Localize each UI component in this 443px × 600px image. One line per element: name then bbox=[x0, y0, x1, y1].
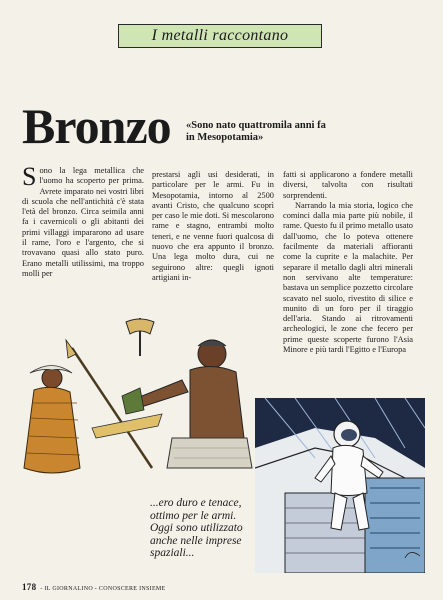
page-number: 178 bbox=[22, 582, 37, 592]
column-2-text: prestarsi agli usi desiderati, in particolare per le armi. Fu in Mesopotamia, intorno al 2500 avanti Cristo, che qualcuno scoprì per caso le mie doti. Si mescolarono rame e stagno, entrambi molto teneri, e ne venne fuori qualcosa di nuovo che era appunto il bronzo. Una lega molto dura, cui ne seguirono altre: quegli ignoti artigiani in- bbox=[152, 170, 274, 282]
text-column-2 bbox=[152, 170, 274, 283]
page-footer bbox=[22, 582, 166, 592]
illustration-caption: ...ero duro e tenace, ottimo per le armi. Oggi sono utilizzato anche nelle imprese spaziali... bbox=[150, 497, 243, 559]
column-3-paragraph-1: fatti si applicarono a fondere metalli diversi, talvolta con risultati sorprendenti. bbox=[283, 170, 413, 200]
bronze-blade bbox=[92, 414, 162, 438]
text-column-3 bbox=[283, 170, 413, 355]
series-header bbox=[118, 24, 322, 48]
article-title: Bronzo bbox=[22, 98, 171, 154]
column-3-paragraph-2: Narrando la mia storia, logico che cominci dalla mia parte più nobile, il rame. Questo fu il primo metallo usato dall'uomo, che lo poteva ottenere facilmente da materiali affioranti come la cuprite e la malachite. Per separare il metallo dagli altri minerali non servivano alte temperature: bastava un semplice pozzetto circolare scavato nel suolo, rivestito di silice e munito di un foro per il tiraggio dell'aria. Stando ai ritrovamenti archeologici, le zone che fecero per prime queste scoperte furono l'Asia Minore e più tardi l'Egitto e l'Europa bbox=[283, 200, 413, 355]
article-subtitle: «Sono nato quattromila anni fa in Mesopotamia» bbox=[186, 120, 326, 143]
drop-cap: S bbox=[22, 162, 37, 191]
bronze-age-warriors-illustration bbox=[22, 318, 257, 480]
column-1-text: ono la lega metallica che l'uomo ha scoperto per prima. Avrete imparato nei vostri libri di scuola che nell'antichità c'è stata l'età del bronzo. Circa seimila anni fa i cavernicoli o gli abitanti dei primi villaggi impararono ad usare il rame, l'oro e l'argento, che si trovavano quasi allo stato puro. Erano metalli utilissimi, ma troppo molli per bbox=[22, 166, 144, 278]
fur-cloak bbox=[24, 387, 80, 473]
astronaut-illustration bbox=[255, 398, 425, 573]
text-column-1 bbox=[22, 162, 144, 279]
series-title: I metalli raccontano bbox=[151, 27, 289, 44]
publication-name: - IL GIORNALINO - CONOSCERE INSIEME bbox=[40, 586, 166, 592]
